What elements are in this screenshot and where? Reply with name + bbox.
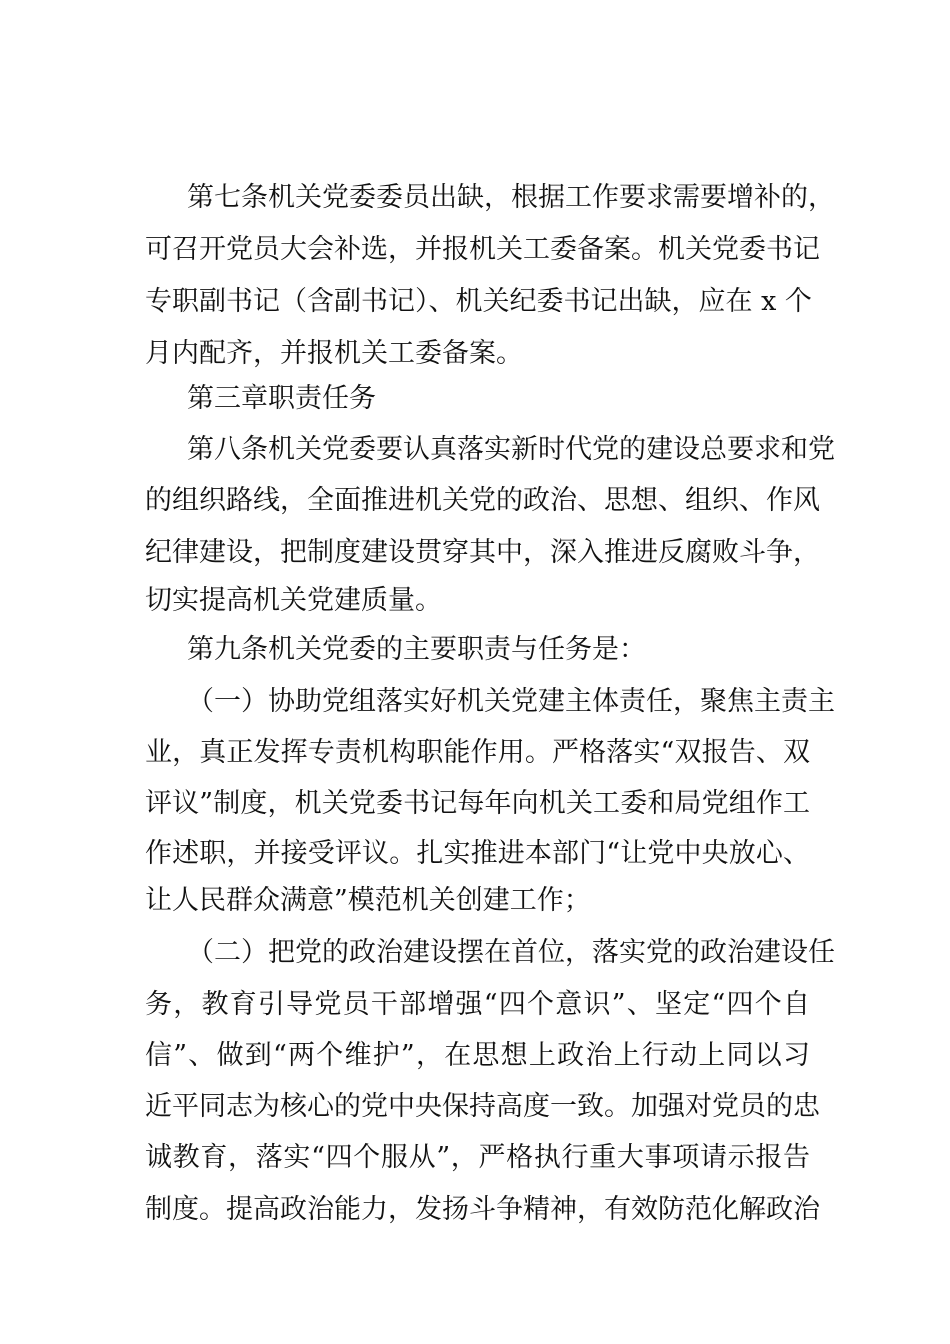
text-line: 务，教育引导党员干部增强“四个意识”、坚定“四个自 <box>145 989 810 1020</box>
chapter-heading: 第三章职责任务 <box>187 383 376 414</box>
text-line: 第九条机关党委的主要职责与任务是： <box>187 634 646 665</box>
text-line: 评议”制度，机关党委书记每年向机关工委和局党组作工 <box>145 788 810 819</box>
text-line: 诚教育，落实“四个服从”，严格执行重大事项请示报告 <box>145 1142 810 1173</box>
text-line: 近平同志为核心的党中央保持高度一致。加强对党员的忠 <box>145 1091 820 1122</box>
text-line: 信”、做到“两个维护”，在思想上政治上行动上同以习 <box>145 1040 810 1071</box>
text-line: 第七条机关党委委员出缺，根据工作要求需要增补的， <box>187 182 835 213</box>
text-line: 可召开党员大会补选，并报机关工委备案。机关党委书记 <box>145 234 820 265</box>
text-line: 的组织路线，全面推进机关党的政治、思想、组织、作风 <box>145 485 820 516</box>
text-line: 切实提高机关党建质量。 <box>145 585 442 616</box>
text-line: 作述职，并接受评议。扎实推进本部门“让党中央放心、 <box>145 838 810 869</box>
text-line: 让人民群众满意”模范机关创建工作； <box>145 885 591 916</box>
text-line: 第八条机关党委要认真落实新时代党的建设总要求和党 <box>187 434 835 465</box>
text-line: （一）协助党组落实好机关党建主体责任，聚焦主责主 <box>187 686 835 717</box>
text-line: 月内配齐，并报机关工委备案。 <box>145 338 523 369</box>
text-line: （二）把党的政治建设摆在首位，落实党的政治建设任 <box>187 937 835 968</box>
text-line: 专职副书记（含副书记）、机关纪委书记出缺，应在 x 个 <box>145 286 812 317</box>
text-line: 纪律建设，把制度建设贯穿其中，深入推进反腐败斗争， <box>145 537 820 568</box>
text-line: 业，真正发挥专责机构职能作用。严格落实“双报告、双 <box>145 737 810 768</box>
text-line: 制度。提高政治能力，发扬斗争精神，有效防范化解政治 <box>145 1194 820 1225</box>
